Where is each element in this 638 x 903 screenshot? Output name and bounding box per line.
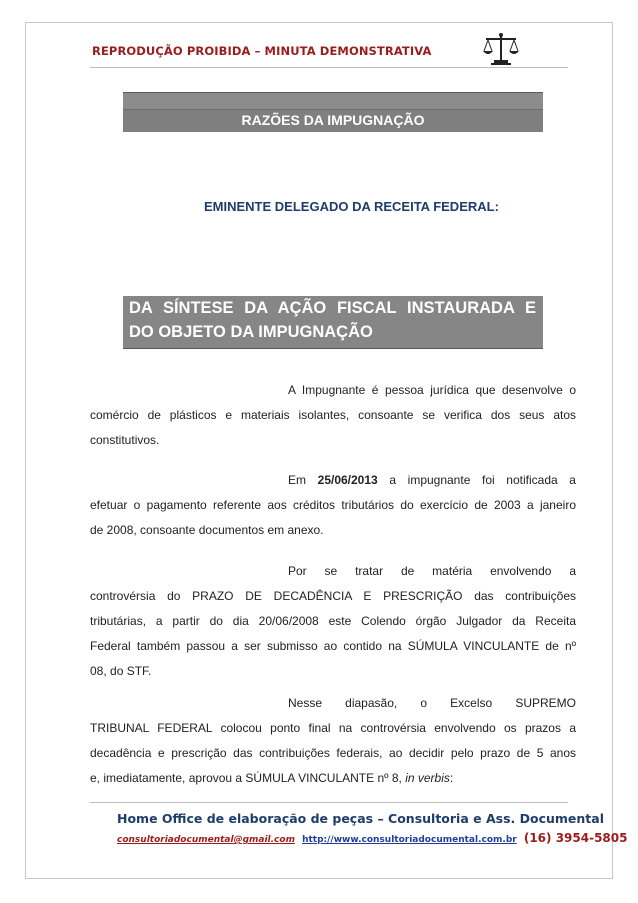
paragraph-4-colon: : <box>449 771 454 785</box>
paragraph-2-rest: a impugnante foi notificada a <box>389 473 576 487</box>
footer-phone: (16) 3954-5805 <box>523 831 628 845</box>
subsection-title-line2: DO OBJETO DA IMPUGNAÇÃO <box>129 323 373 341</box>
paragraph-3-line-2: controvérsia do PRAZO DE DECADÊNCIA E PRESCRIÇÃO das contribuições <box>90 589 576 603</box>
in-verbis: in verbis <box>405 771 450 785</box>
paragraph-2-lead: Em <box>288 473 306 487</box>
header-rule <box>90 67 568 68</box>
paragraph-2-line-1 <box>288 473 576 487</box>
paragraph-4-line-3: decadência e prescrição das contribuições federais, ao decidir pelo prazo de 5 anos <box>90 746 576 760</box>
addressee: EMINENTE DELEGADO DA RECEITA FEDERAL: <box>204 199 499 214</box>
paragraph-3-line-3: tributárias, a partir do dia 20/06/2008 este Colendo órgão Julgador da Receita <box>90 614 576 628</box>
footer-email-link[interactable]: consultoriadocumental@gmail.com <box>117 835 295 845</box>
notification-date: 25/06/2013 <box>317 473 378 487</box>
section-heading-box <box>123 92 543 131</box>
footer-website-link[interactable]: http://www.consultoriadocumental.com.br <box>302 835 517 845</box>
scales-of-justice-icon <box>481 32 521 66</box>
section-heading-title: RAZÕES DA IMPUGNAÇÃO <box>241 112 425 128</box>
paragraph-1-line-3: constitutivos. <box>90 433 160 447</box>
paragraph-3-line-5: 08, do STF. <box>90 664 152 678</box>
paragraph-4-line-1: Nesse diapasão, o Excelso SUPREMO <box>288 696 576 710</box>
paragraph-2-line-3: de 2008, consoante documentos em anexo. <box>90 523 324 537</box>
paragraph-3-line-4: Federal também passou a ser submisso ao contido na SÚMULA VINCULANTE de nº <box>90 639 576 653</box>
paragraph-2-line-2: efetuar o pagamento referente aos créditos tributários do exercício de 2003 a janeiro <box>90 498 576 512</box>
subsection-heading-box <box>123 296 543 349</box>
footer-contacts <box>117 831 627 845</box>
subsection-title-line1: DA SÍNTESE DA AÇÃO FISCAL INSTAURADA E <box>129 299 536 317</box>
paragraph-4-line-2: TRIBUNAL FEDERAL colocou ponto final na controvérsia envolvendo os prazos a <box>90 721 576 735</box>
paragraph-3-line-1: Por se tratar de matéria envolvendo a <box>288 564 576 578</box>
footer-rule <box>90 802 568 803</box>
paragraph-4-line-4 <box>90 771 576 785</box>
paragraph-1-line-2: comércio de plásticos e materiais isolantes, consoante se verifica dos seus atos <box>90 408 576 422</box>
header-title: REPRODUÇÃO PROIBIDA – MINUTA DEMONSTRATIVA <box>92 44 432 58</box>
paragraph-4-text: e, imediatamente, aprovou a SÚMULA VINCULANTE nº 8, <box>90 771 402 785</box>
paragraph-1-line-1: A Impugnante é pessoa jurídica que desenvolve o <box>288 383 576 397</box>
footer-title: Home Office de elaboração de peças – Consultoria e Ass. Documental <box>117 811 604 826</box>
